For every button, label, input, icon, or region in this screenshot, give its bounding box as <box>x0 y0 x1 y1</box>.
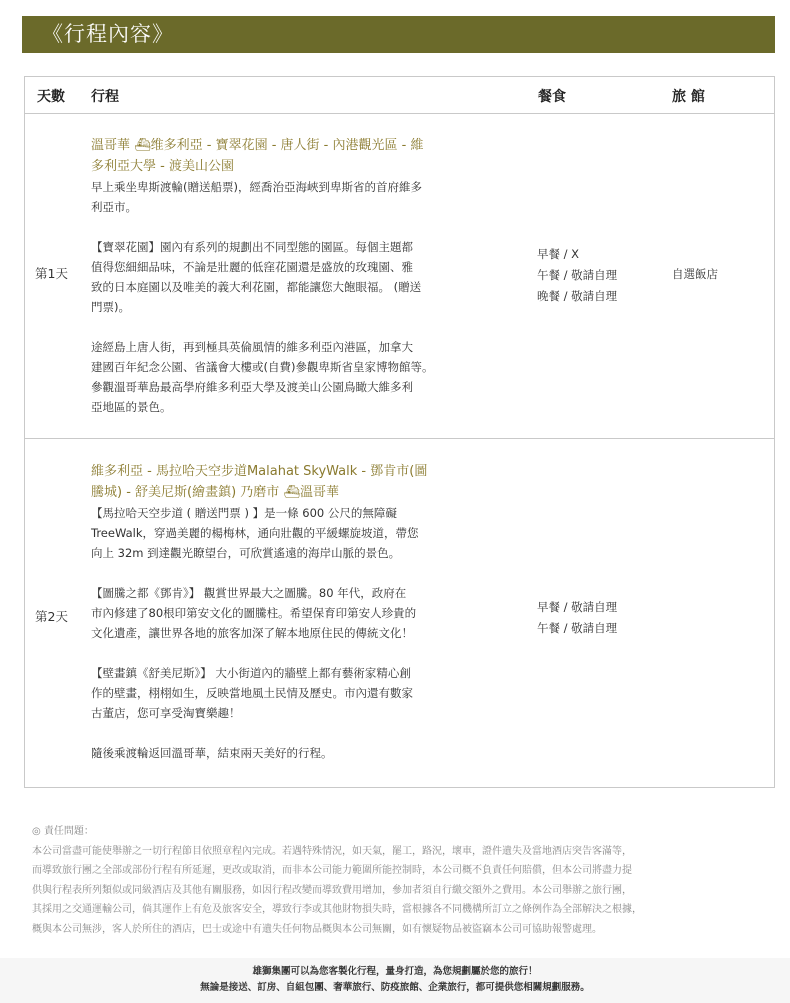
description-line: 隨後乘渡輪返回溫哥華，結束兩天美好的行程。 <box>91 746 333 760</box>
section-title: 《行程內容》 <box>42 22 174 46</box>
route-title <box>91 135 527 177</box>
notice-line: 概與本公司無涉，客人於所住的酒店，巴士或途中有遺失任何物品概與本公司無關，如有懷疑物品被盜竊本公司可協助報警處理。 <box>32 923 602 935</box>
notice-line: 供與行程表所列類似或同級酒店及其他有關服務，如因行程改變而導致費用增加，參加者須自行繳交額外之費用。本公司舉辦之旅行團， <box>32 884 632 896</box>
hotel-cell: 自選飯店 <box>672 267 718 281</box>
description-line: 利亞市。 <box>91 200 137 214</box>
meals-cell <box>537 244 617 307</box>
description-line: 建國百年紀念公園、省議會大樓或(自費)參觀卑斯省皇家博物館等。 <box>91 360 434 374</box>
table-header <box>25 77 774 114</box>
table-row <box>25 114 774 439</box>
meal-item: 午餐 / 敬請自理 <box>537 621 618 635</box>
meal-item: 午餐 / 敬請自理 <box>537 268 618 282</box>
notice-line: 其採用之交通運輸公司，倘其運作上有危及旅客安全，導致行李或其他財物損失時，當根據各不同機構所訂立之條例作為全部解決之根據， <box>32 904 642 915</box>
description-line: 【寶翠花園】園內有系列的規劃出不同型態的園區。每個主題都 <box>91 240 413 254</box>
description-line: 【壁畫鎮《舒美尼斯》】 大小街道內的牆壁上都有藝術家精心創 <box>91 666 411 680</box>
description-line: 文化遺產，讓世界各地的旅客加深了解本地原住民的傳統文化！ <box>91 626 413 640</box>
description-line: 古董店，您可享受淘寶樂趣！ <box>91 706 241 720</box>
description-line: 途經島上唐人街，再到極具英倫風情的維多利亞內港區，加拿大 <box>91 340 413 354</box>
footer-line: 無論是接送、訂房、自組包團、奢華旅行、防疫旅館、企業旅行，都可提供您相關規劃服務。 <box>200 982 590 993</box>
route-title <box>91 461 527 503</box>
route-title-line: 騰城) - 舒美尼斯(繪畫鎮) 乃磨市 ⛴溫哥華 <box>91 485 339 500</box>
header-itinerary: 行程 <box>91 89 119 105</box>
description-line: 早上乘坐卑斯渡輪(贈送船票)，經喬治亞海峽到卑斯省的首府維多 <box>91 180 422 194</box>
notice-heading: ◎ 責任問題： <box>32 826 94 837</box>
route-title-line: 溫哥華 ⛴维多利亞 - 寶翠花園 - 唐人街 - 內港觀光區 - 維 <box>91 138 424 153</box>
itinerary-cell <box>91 461 527 763</box>
description-line: 參觀溫哥華島最高學府維多利亞大學及渡美山公園鳥瞰大維多利 <box>91 380 413 394</box>
description-line: 向上 32m 到達觀光瞭望台，可欣賞遙遠的海岸山脈的景色。 <box>91 546 401 560</box>
itinerary-cell <box>91 135 527 417</box>
description-line: 作的壁畫，栩栩如生，反映當地風土民情及歷史。市內還有數家 <box>91 686 413 700</box>
footer-line: 雄獅集團可以為您客製化行程，量身打造，為您規劃屬於您的旅行！ <box>252 966 538 977</box>
day-label: 第2天 <box>35 609 68 624</box>
description-line: TreeWalk，穿過美麗的楊梅林，通向壯觀的平緩螺旋坡道，帶您 <box>91 526 419 540</box>
meal-item: 早餐 / 敬請自理 <box>537 600 618 614</box>
route-title-line: 多利亞大學 - 渡美山公園 <box>91 159 234 174</box>
meals-cell <box>537 597 617 639</box>
section-banner <box>22 16 775 53</box>
liability-notice <box>32 822 777 939</box>
description-line: 值得您細細品味，不論是壯麗的低窪花園還是盛放的玫瑰園、雅 <box>91 260 413 274</box>
description-line: 【馬拉哈天空步道 ( 贈送門票 ) 】是一條 600 公尺的無障礙 <box>91 506 397 520</box>
description-line: 亞地區的景色。 <box>91 400 172 414</box>
table-row <box>25 439 774 787</box>
header-day: 天數 <box>37 89 65 105</box>
description-line: 致的日本庭園以及唯美的義大利花園，都能讓您大飽眼福。 (贈送 <box>91 280 422 294</box>
notice-line: 本公司當盡可能使舉辦之一切行程節目依照章程內完成。若遇特殊情況，如天氣，罷工，路況，壞車，證件遺失及當地酒店突告客滿等， <box>32 845 632 857</box>
description-line: 市內修建了80根印第安文化的圖騰柱。希望保育印第安人珍貴的 <box>91 606 417 620</box>
notice-line: 而導致旅行團之全部或部份行程有所延遲，更改或取消，而非本公司能力範圍所能控制時，本公司概不負責任何賠償，但本公司將盡力提 <box>32 865 632 876</box>
header-hotel: 旅 館 <box>672 89 705 105</box>
itinerary-table <box>24 76 775 788</box>
day-label: 第1天 <box>35 266 68 281</box>
description-line: 門票)。 <box>91 300 130 314</box>
meal-item: 晚餐 / 敬請自理 <box>537 289 618 303</box>
footer <box>0 958 790 1003</box>
description-line: 【圖騰之都《鄧肯》】 觀賞世界最大之圖騰。80 年代，政府在 <box>91 586 407 600</box>
route-title-line: 維多利亞 - 馬拉哈天空步道Malahat SkyWalk - 鄧肯市(圖 <box>91 464 428 479</box>
header-meals: 餐食 <box>538 89 566 105</box>
meal-item: 早餐 / X <box>537 247 580 261</box>
